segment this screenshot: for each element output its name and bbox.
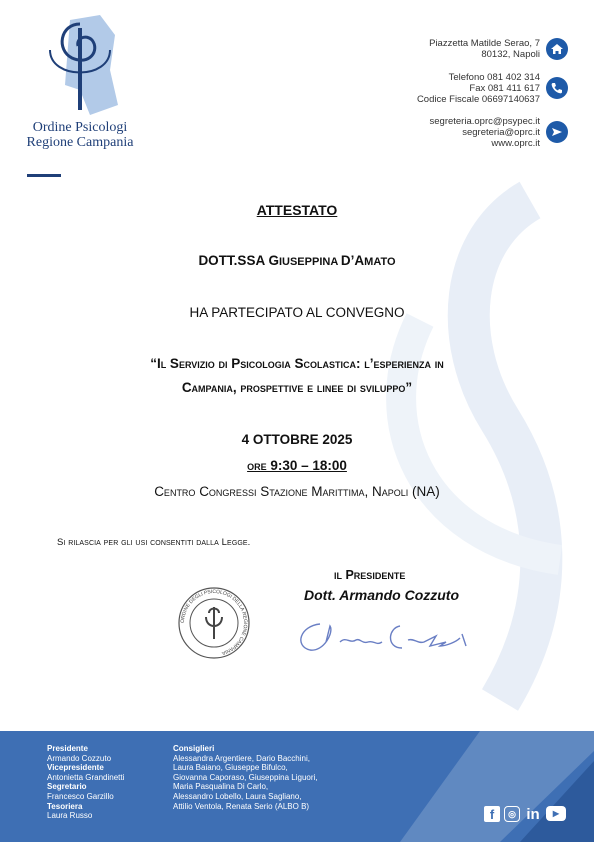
org-name-line2: Regione Campania xyxy=(26,135,134,150)
council-line: Alessandro Lobello, Laura Sagliano, xyxy=(173,791,302,801)
name-prefix: DOTT.SSA xyxy=(198,253,269,268)
phone-block xyxy=(417,72,540,105)
svg-text:ORDINE DEGLI PSICOLOGI DELLA R: ORDINE DEGLI PSICOLOGI DELLA REGIONE CAMPANIA xyxy=(179,588,249,656)
disclaimer-text: Si rilascia per gli usi consentiti dalla Legge. xyxy=(57,537,251,548)
facebook-glyph: f xyxy=(484,806,500,822)
linkedin-icon[interactable]: in xyxy=(526,806,540,823)
email-pec[interactable]: segreteria.oprc@psypec.it xyxy=(429,116,540,127)
certificate-title: ATTESTATO xyxy=(256,202,338,218)
president-label: il Presidente xyxy=(334,568,406,582)
officer-role: Presidente xyxy=(47,744,88,753)
event-venue: Centro Congressi Stazione Marittima, Napoli (NA) xyxy=(154,484,440,499)
send-icon xyxy=(546,121,568,143)
phone-text: Telefono 081 402 314 xyxy=(448,72,540,83)
officer-name: Armando Cozzuto xyxy=(47,753,112,763)
facebook-icon[interactable] xyxy=(484,806,502,824)
recipient-name xyxy=(0,253,594,268)
participation-text: HA PARTECIPATO AL CONVEGNO xyxy=(189,305,405,320)
address-line2: 80132, Napoli xyxy=(481,49,540,60)
email-segreteria[interactable]: segreteria@oprc.it xyxy=(462,127,540,138)
instagram-glyph: ◎ xyxy=(504,806,520,822)
council-line: Giovanna Caporaso, Giuseppina Liguori, xyxy=(173,772,318,782)
footer-council xyxy=(173,744,318,811)
president-name: Dott. Armando Cozzuto xyxy=(304,587,460,603)
council-line: Attilio Ventola, Renata Serio (ALBO B) xyxy=(173,801,310,811)
home-icon xyxy=(546,38,568,60)
name-first-rest: IUSEPPINA xyxy=(278,256,341,268)
address-block xyxy=(429,38,540,60)
fiscal-code-text: Codice Fiscale 06697140637 xyxy=(416,94,540,105)
accent-divider xyxy=(27,174,61,177)
event-date: 4 OTTOBRE 2025 xyxy=(241,432,353,447)
conference-title-line2: Campania, prospettive e linee di sviluppo” xyxy=(181,380,413,395)
conference-title-line1: “Il Servizio di Psicologia Scolastica: l’esperienza in xyxy=(150,356,444,371)
officer-role: Tesoriera xyxy=(47,801,83,811)
website-link[interactable]: www.oprc.it xyxy=(491,138,540,149)
officer-role: Vicepresidente xyxy=(47,763,104,773)
footer-officers xyxy=(47,744,124,821)
name-last-rest: MATO xyxy=(364,256,396,268)
officer-name: Francesco Garzillo xyxy=(47,791,114,801)
name-initial-g: G xyxy=(268,253,279,268)
instagram-icon[interactable] xyxy=(504,806,522,824)
email-block xyxy=(430,116,541,149)
officer-role: Segretario xyxy=(47,782,87,792)
officer-name: Antonietta Grandinetti xyxy=(47,772,125,782)
phone-icon xyxy=(546,77,568,99)
ordine-psicologi-logo xyxy=(30,10,130,120)
event-hours: ore 9:30 – 18:00 xyxy=(247,458,347,473)
youtube-icon[interactable] xyxy=(546,806,568,824)
conference-title xyxy=(0,352,594,400)
org-name-line1: Ordine Psicologi xyxy=(32,120,128,135)
youtube-glyph: ▶ xyxy=(546,806,566,821)
officer-name: Laura Russo xyxy=(47,811,93,821)
footer-decoration xyxy=(400,731,594,842)
president-signature xyxy=(290,612,490,662)
council-line: Alessandra Argentiere, Dario Bacchini, xyxy=(173,753,310,763)
council-title: Consiglieri xyxy=(173,744,215,753)
org-name xyxy=(20,120,140,150)
address-line1: Piazzetta Matilde Serao, 7 xyxy=(429,38,540,49)
council-line: Maria Pasqualina Di Carlo, xyxy=(173,782,269,792)
name-initial-da: D’A xyxy=(340,253,365,268)
official-seal xyxy=(176,585,252,661)
fax-text: Fax 081 411 617 xyxy=(469,83,540,94)
council-line: Laura Baiano, Giuseppe Bifulco, xyxy=(173,763,288,773)
